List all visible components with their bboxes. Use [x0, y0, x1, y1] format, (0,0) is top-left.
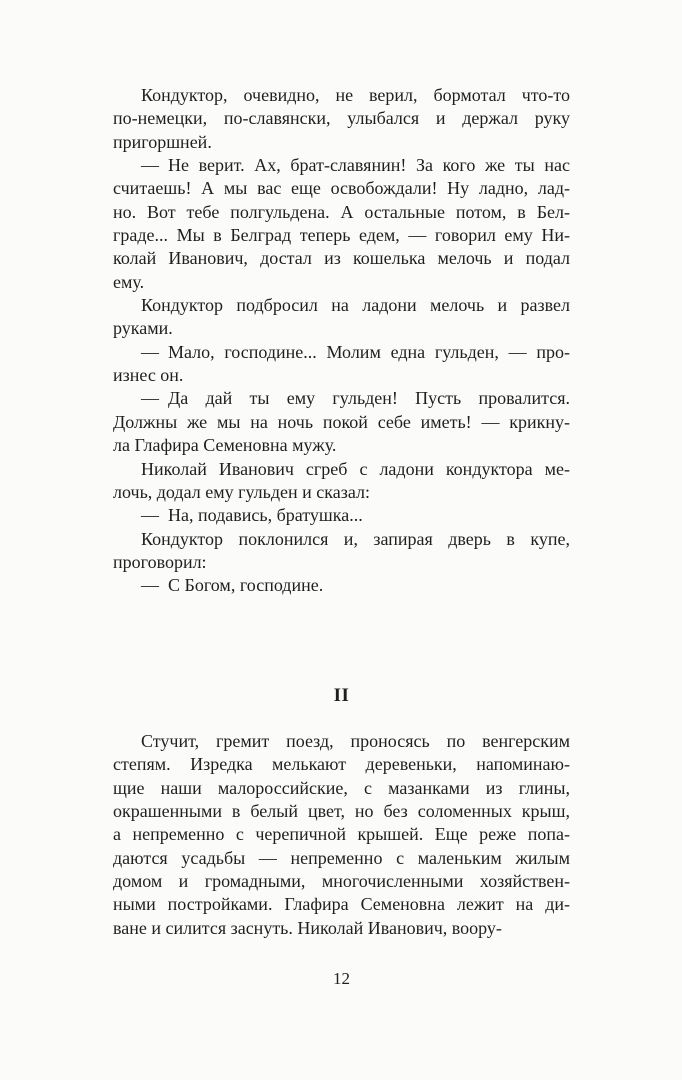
text-line: изнес он. — [113, 365, 184, 386]
paragraph — [113, 528, 570, 575]
text-line: окрашенными в белый цвет, но без соломенных крыш, — [113, 800, 570, 821]
paragraph — [113, 341, 570, 388]
text-line: степям. Изредка мелькают деревеньки, напоминаю- — [113, 754, 570, 775]
text-line: — Мало, господине... Молим една гульден, — про- — [141, 341, 570, 362]
paragraph — [113, 458, 570, 505]
text-line: ему. — [113, 271, 145, 292]
paragraph — [113, 84, 570, 154]
text-line: проговорил: — [113, 551, 207, 572]
page-number: 12 — [333, 969, 350, 988]
text-line: а непременно с черепичной крышей. Еще реже попа- — [113, 824, 570, 845]
text-line: пригоршней. — [113, 131, 212, 152]
text-line: Кондуктор, очевидно, не верил, бормотал что-то — [141, 85, 570, 105]
text-section-2 — [113, 730, 570, 940]
text-line: по-немецки, по-славянски, улыбался и держал руку — [113, 108, 570, 129]
text-line: лочь, додал ему гульден и сказал: — [113, 481, 370, 502]
text-line: щие наши малороссийские, с мазанками из глины, — [113, 777, 570, 798]
text-line: ными постройками. Глафира Семеновна лежит на ди- — [113, 894, 570, 915]
text-line: граде... Мы в Белград теперь едем, — говорил ему Ни- — [113, 225, 570, 246]
text-line: колай Иванович, достал из кошелька мелочь и подал — [113, 248, 570, 269]
text-line: но. Вот тебе полгульдена. А остальные потом, в Бел- — [113, 201, 570, 222]
section-heading: II — [333, 684, 350, 706]
paragraph — [113, 154, 570, 294]
text-line: Должны же мы на ночь покой себе иметь! — крикну- — [113, 411, 570, 432]
text-line: — Не верит. Ах, брат-славянин! За кого же ты нас — [141, 155, 570, 176]
paragraph — [113, 574, 570, 597]
text-line: руками. — [113, 318, 173, 339]
text-line: — С Богом, господине. — [141, 575, 324, 596]
paragraph — [113, 504, 570, 527]
text-line: Кондуктор поклонился и, запирая дверь в купе, — [141, 528, 570, 549]
text-line: Кондуктор подбросил на ладони мелочь и развел — [141, 295, 570, 316]
paragraph — [113, 294, 570, 341]
text-section-1 — [113, 84, 570, 598]
text-line: считаешь! А мы вас еще освобождали! Ну ладно, лад- — [113, 178, 570, 199]
text-line: Николай Иванович сгреб с ладони кондуктора ме- — [141, 458, 570, 479]
text-line: даются усадьбы — непременно с маленьким жилым — [113, 847, 570, 868]
text-line: ла Глафира Семеновна мужу. — [113, 435, 337, 456]
paragraph — [113, 387, 570, 457]
text-line: ване и силится заснуть. Николай Иванович, воору- — [113, 917, 502, 938]
page-text — [113, 84, 570, 940]
paragraph — [113, 730, 570, 940]
text-line: домом и громадными, многочисленными хозяйствен- — [113, 870, 570, 891]
text-line: — Да дай ты ему гульден! Пусть провалится. — [141, 388, 570, 409]
text-line: — На, подавись, братушка... — [141, 505, 363, 526]
text-line: Стучит, гремит поезд, проносясь по венгерским — [141, 730, 570, 751]
